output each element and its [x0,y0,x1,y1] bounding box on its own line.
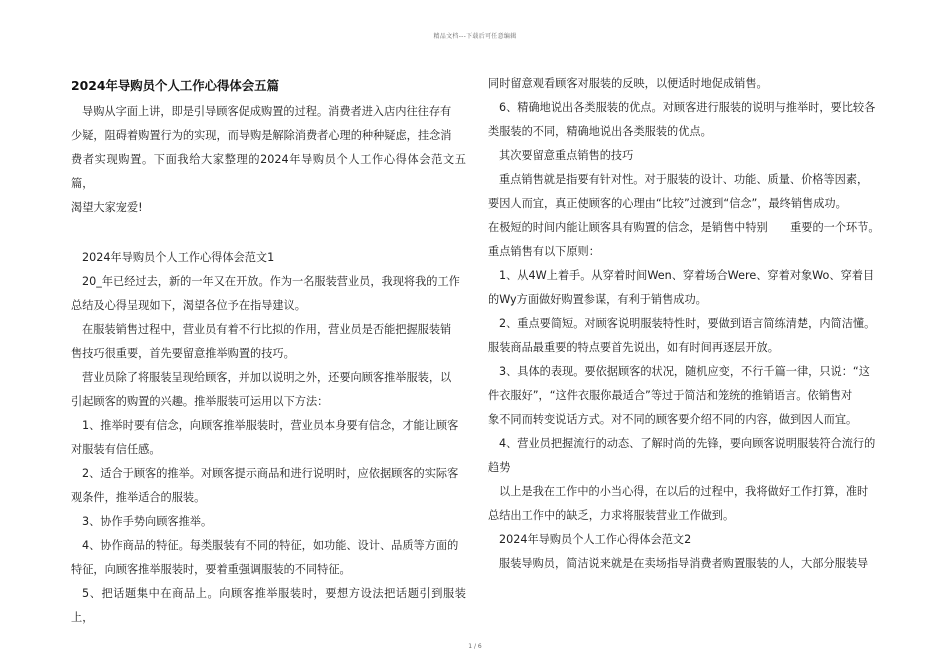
page-header: 精品文档---下载后可任意编辑 [433,33,517,40]
intro-line: 费者实现购置。下面我给大家整理的2024年导购员个人工作心得体会范文五篇， [71,153,466,190]
body-line: 特征，向顾客推举服装时，要着重强调服装的不同特征。 [71,563,351,576]
right-column [488,72,883,576]
body-line: 重点销售有以下原则： [488,245,600,258]
body-line: 3、具体的表现。要依据顾客的状况，随机应变，不行千篇一律，只说：“这 [499,365,870,378]
body-line: 2、重点要简短。对顾客说明服装特性时，要做到语言简练清楚，内简洁懂。 [499,317,876,330]
body-line: 以上是我在工作中的小当心得，在以后的过程中，我将做好工作打算，准时 [499,485,869,498]
body-line: 对服装有信任感。 [71,443,161,456]
page-number: 1 / 6 [468,643,482,650]
paragraph-gap [71,220,466,246]
intro-line: 少疑，阻碍着购置行为的实现，而导购是解除消费者心理的种种疑虑，挂念消 [71,129,452,142]
body-line: 4、协作商品的特征。每类服装有不同的特征，如功能、设计、品质等方面的 [82,539,459,552]
body-line: 同时留意观看顾客对服装的反映，以便适时地促成销售。 [488,77,768,90]
body-line: 20_年已经过去，新的一年又在开放。作为一名服装营业员，我现将我的工作 [82,275,460,288]
body-line: 营业员除了将服装呈现给顾客，并加以说明之外，还要向顾客推举服装，以 [82,371,452,384]
body-line: 5、把话题集中在商品上。向顾客推举服装时，要想方设法把话题引到服装上， [71,587,466,624]
body-line: 引起顾客的购置的兴趣。推举服装可运用以下方法： [71,395,329,408]
body-line: 件衣服好”，“这件衣服你最适合”等过于简洁和笼统的推销语言。依销售对 [488,389,853,402]
body-line: 象不同而转变说话方式。对不同的顾客要介绍不同的内容，做到因人而宜。 [488,413,858,426]
body-line: 类服装的不同，精确地说出各类服装的优点。 [488,125,712,138]
section-heading: 2024年导购员个人工作心得体会范文1 [82,251,275,264]
body-line: 1、从4W上着手。从穿着时间Wen、穿着场合Were、穿着对象Wo、穿着目 [499,269,875,282]
body-line: 的Wy方面做好购置参谋，有利于销售成功。 [488,293,707,306]
body-line: 在服装销售过程中，营业员有着不行比拟的作用，营业员是否能把握服装销 [82,323,452,336]
body-line: 售技巧很重要，首先要留意推举购置的技巧。 [71,347,295,360]
body-line: 观条件，推举适合的服装。 [71,491,206,504]
body-line: 服装导购员，简洁说来就是在卖场指导消费者购置服装的人，大部分服装导 [499,557,869,570]
body-line: 1、推举时要有信念，向顾客推举服装时，营业员本身要有信念，才能让顾客 [82,419,459,432]
body-line: 重点销售就是指要有针对性。对于服装的设计、功能、质量、价格等因素， [499,173,869,186]
body-line: 总结出工作中的缺乏，力求将服装营业工作做到。 [488,509,735,522]
intro-line: 导购从字面上讲，即是引导顾客促成购置的过程。消费者进入店内往往存有 [82,105,452,118]
section-heading: 其次要留意重点销售的技巧 [499,149,634,162]
body-line: 6、精确地说出各类服装的优点。对顾客进行服装的说明与推举时，要比较各 [499,101,876,114]
body-line: 4、营业员把握流行的动态、了解时尚的先锋，要向顾客说明服装符合流行的 [499,437,876,450]
document-title: 2024年导购员个人工作心得体会五篇 [71,78,279,93]
intro-line: 渴望大家宠爱! [71,201,143,214]
body-line: 3、协作手势向顾客推举。 [82,515,213,528]
body-line: 要因人而宜，真正使顾客的心理由“比较”过渡到“信念”，最终销售成功。 [488,197,847,210]
body-line: 2、适合于顾客的推举。对顾客提示商品和进行说明时，应依据顾客的实际客 [82,467,459,480]
body-line: 在极短的时间内能让顾客具有购置的信念，是销售中特别 重要的一个环节。 [488,221,880,234]
body-line: 总结及心得呈现如下，渴望各位予在指导建议。 [71,299,306,312]
body-line: 服装商品最重要的特点要首先说出，如有时间再逐层开放。 [488,341,779,354]
left-column [71,75,466,630]
section-heading: 2024年导购员个人工作心得体会范文2 [499,533,692,546]
body-line: 趋势 [488,461,511,474]
